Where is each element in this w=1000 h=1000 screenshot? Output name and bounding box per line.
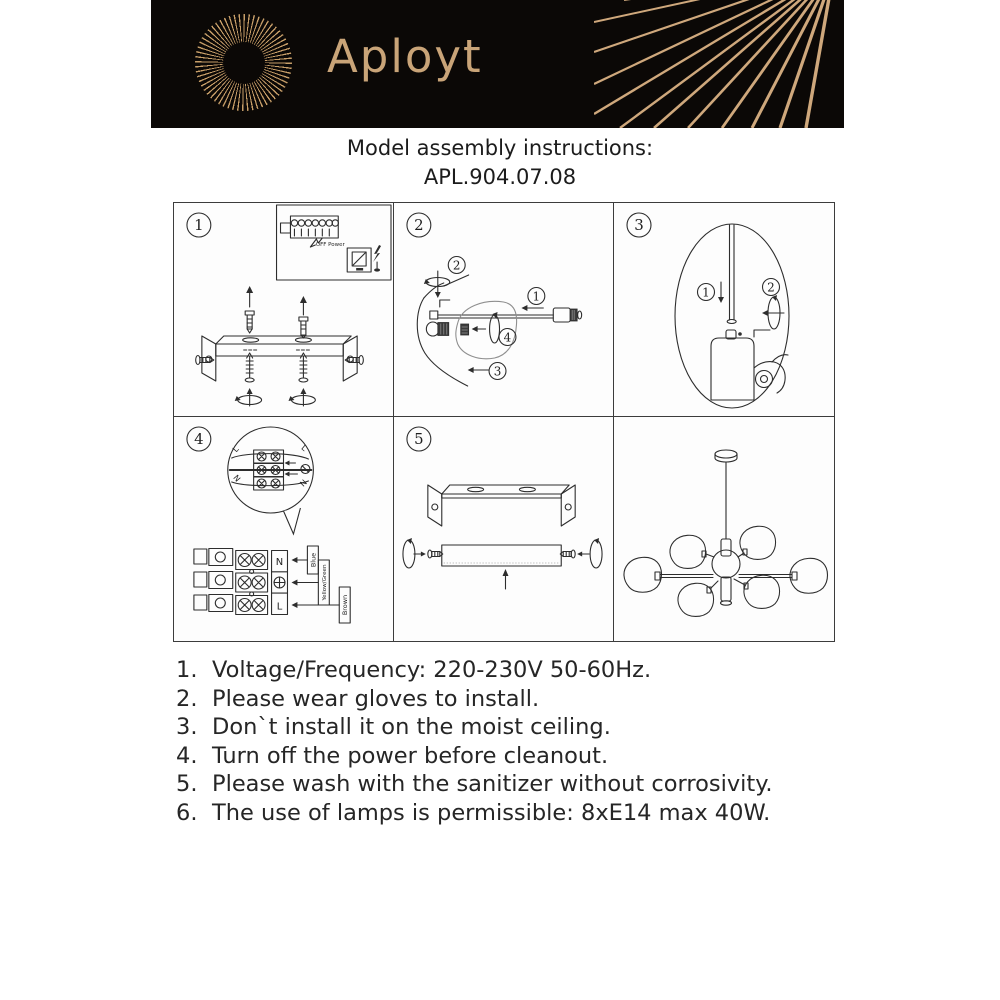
svg-text:1: 1 <box>532 289 541 304</box>
panel-step-4 <box>174 417 394 641</box>
lamp-socket <box>553 308 581 322</box>
list-item <box>176 770 772 799</box>
chandelier-drawing <box>614 417 834 641</box>
svg-text:1: 1 <box>194 215 204 235</box>
mounting-screw <box>299 353 308 382</box>
earth-symbol <box>274 577 285 588</box>
rotate-arrow <box>577 538 602 568</box>
item-number: 2. <box>176 685 198 712</box>
side-screw <box>560 550 575 558</box>
corner-rays-decoration <box>594 0 844 128</box>
svg-text:2: 2 <box>452 258 461 273</box>
wall-anchor <box>299 317 308 338</box>
item-number: 1. <box>176 657 198 683</box>
list-item <box>176 656 772 685</box>
list-item <box>176 713 772 742</box>
item-text: Turn off the power before cleanout. <box>212 742 609 769</box>
svg-text:1: 1 <box>702 285 710 300</box>
panel-step-5 <box>394 417 614 641</box>
svg-text:N: N <box>298 477 309 489</box>
svg-text:L: L <box>276 601 283 613</box>
svg-text:Yellow/Green: Yellow/Green <box>321 564 328 601</box>
panel1-bracket-drawing <box>196 286 364 406</box>
step-badge-1 <box>187 213 211 237</box>
wall-anchor <box>245 311 254 333</box>
list-item <box>176 742 772 771</box>
lightning-bolt-icon <box>373 245 381 272</box>
page-title: Model assembly instructions: <box>346 136 654 160</box>
rotate-arrow <box>403 538 426 568</box>
svg-text:2: 2 <box>414 215 424 235</box>
inset-caption: OFF Power <box>315 241 345 249</box>
svg-text:3: 3 <box>634 216 644 234</box>
item-number: 5. <box>176 771 198 798</box>
svg-text:5: 5 <box>414 429 424 449</box>
mounting-screw <box>245 353 254 382</box>
panel4-diagram <box>174 417 393 641</box>
panel3-rod-insert-drawing <box>675 224 789 408</box>
safety-instructions-list <box>176 656 772 828</box>
svg-text:Brown: Brown <box>341 594 350 616</box>
title-block <box>0 136 1000 189</box>
step-badge-3 <box>627 213 651 237</box>
svg-text:4: 4 <box>503 330 512 345</box>
item-text: The use of lamps is permissible: 8xE14 max 40W. <box>212 799 771 826</box>
svg-text:Blue: Blue <box>309 552 318 568</box>
item-text: Don`t install it on the moist ceiling. <box>212 714 611 741</box>
item-number: 4. <box>176 742 198 769</box>
side-screw <box>428 550 443 558</box>
svg-text:3: 3 <box>493 364 502 379</box>
panel-step-3 <box>614 203 834 417</box>
panel4-wiring-bubble <box>228 427 314 534</box>
brand-wordmark: Aployt <box>327 30 483 83</box>
panel2-arm-drawing <box>417 257 581 387</box>
rotate-arrow <box>235 388 262 406</box>
item-text: Voltage/Frequency: 220-230V 50-60Hz. <box>212 657 652 683</box>
svg-text:2: 2 <box>767 280 775 295</box>
model-number: APL.904.07.08 <box>423 165 577 189</box>
step-badge-2 <box>407 213 431 237</box>
assembly-steps-grid <box>173 202 835 642</box>
power-switch-icon <box>347 248 371 272</box>
rotate-arrow <box>288 388 315 406</box>
panel-step-2 <box>394 203 614 417</box>
item-text: Please wear gloves to install. <box>212 685 540 712</box>
chandelier <box>624 450 828 616</box>
panel1-diagram <box>174 203 393 416</box>
sunburst-logo-icon <box>195 14 292 111</box>
item-number: 3. <box>176 714 198 741</box>
svg-text:L: L <box>299 443 309 453</box>
panel4-terminal-block <box>194 546 350 623</box>
svg-text:N: N <box>231 473 242 484</box>
panel5-diagram <box>394 417 613 641</box>
panel2-diagram <box>394 203 613 416</box>
brand-banner <box>151 0 844 128</box>
panel-finished-product <box>614 417 834 641</box>
svg-text:L: L <box>230 444 241 454</box>
step-badge-5 <box>407 427 431 451</box>
panel5-cover-drawing <box>403 485 602 589</box>
svg-text:4: 4 <box>194 429 204 449</box>
item-number: 6. <box>176 799 198 826</box>
panel-step-1 <box>174 203 394 417</box>
item-text: Please wash with the sanitizer without corrosivity. <box>212 771 773 798</box>
svg-text:N: N <box>275 556 284 569</box>
panel1-inset-terminal <box>277 205 391 280</box>
list-item <box>176 685 772 714</box>
panel3-diagram <box>614 203 834 416</box>
step-badge-4 <box>187 427 211 451</box>
list-item <box>176 799 772 828</box>
